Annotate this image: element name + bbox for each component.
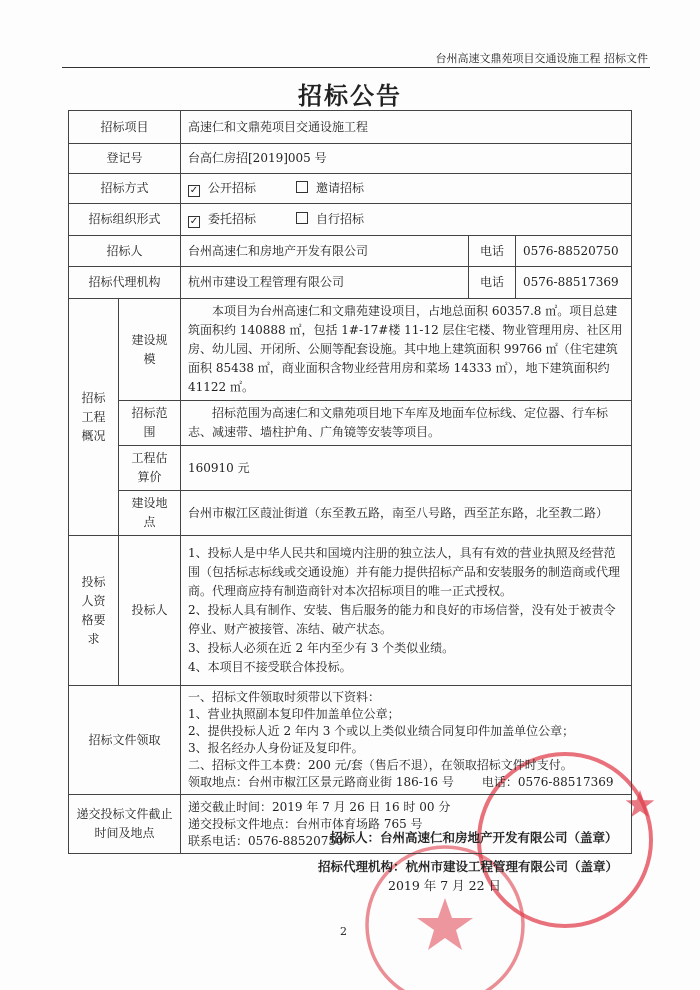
label: 投标人资格要求 <box>69 536 119 686</box>
text-line: 一、招标文件领取时须带以下资料： <box>188 690 381 704</box>
qualification-item: 2、投标人具有制作、安装、售后服务的能力和良好的市场信誉，没有处于被责令停业、财产被接管、冻结、破产状态。 <box>188 603 616 636</box>
text-line: 递交截止时间：2019 年 7 月 26 日 16 时 00 分 <box>188 799 451 814</box>
header-rule <box>62 67 650 68</box>
phone-label: 电话 <box>469 267 516 299</box>
agent-signature: 招标代理机构：杭州市建设工程管理有限公司（盖章） <box>318 859 619 874</box>
label: 招标文件领取 <box>69 686 181 795</box>
option-label: 委托招标 <box>208 212 257 226</box>
qualification-list <box>181 536 632 686</box>
page-number: 2 <box>340 925 347 938</box>
registration-no: 台高仁房招[2019]005 号 <box>181 144 632 174</box>
text-line: 联系电话：0576-88520750 <box>188 833 344 848</box>
option-label: 公开招标 <box>208 181 257 195</box>
org-options <box>181 204 632 236</box>
tenderer-signature: 招标人：台州高速仁和房地产开发有限公司（盖章） <box>330 830 618 845</box>
construction-site: 台州市椒江区葭沚街道（东至教五路，南至八号路，西至芷东路，北至教二路） <box>181 491 632 536</box>
checkbox-unchecked <box>296 212 308 224</box>
checkbox-checked: ✓ <box>189 216 199 227</box>
text-line: 2、提供投标人近 2 年内 3 个或以上类似业绩合同复印件加盖单位公章； <box>188 724 575 738</box>
agent-phone: 0576-88517369 <box>516 267 632 299</box>
option-label: 邀请招标 <box>316 181 365 195</box>
signature-date: 2019 年 7 月 22 日 <box>388 878 502 893</box>
text-line: 3、报名经办人身份证及复印件。 <box>188 741 364 755</box>
qualification-item: 3、投标人必须在近 2 年内至少有 3 个类似业绩。 <box>188 641 455 655</box>
method-options <box>181 174 632 204</box>
tender-scope: 招标范围为高速仁和文鼎苑项目地下车库及地面车位标线、定位器、行车标志、减速带、墙柱护角、广角镜等安装等项目。 <box>181 401 632 446</box>
text-line: 二、招标文件工本费：200 元/套（售后不退），在领取招标文件时支付。 <box>188 758 573 772</box>
option-label: 自行招标 <box>316 212 365 226</box>
construction-scale: 本项目为台州高速仁和文鼎苑建设项目，占地总面积 60357.8 ㎡。项目总建筑面积约 140888 ㎡，包括 1#-17#楼 11-12 层住宅楼、物业管理用房、社区用房、幼儿园、开闭所、公厕等配套设施。其中地上建筑面积 99766 ㎡（住宅建筑面积 85438 ㎡，商业面积含物业经营用房和菜场 14333 ㎡），地下建筑面积约 41122 ㎡。 <box>181 299 632 401</box>
pickup-address: 领取地点：台州市椒江区景元路商业街 186-16 号 <box>188 775 454 789</box>
label: 招标范围 <box>119 401 181 446</box>
text-line: 递交投标文件地点：台州市体育场路 765 号 <box>188 816 423 831</box>
label: 工程估算价 <box>119 446 181 491</box>
label: 招标工程概况 <box>69 299 119 536</box>
label: 招标人 <box>69 236 181 267</box>
page-title: 招标公告 <box>298 82 402 110</box>
label: 递交投标文件截止时间及地点 <box>69 795 181 854</box>
label: 招标方式 <box>69 174 181 204</box>
label: 建设规模 <box>119 299 181 401</box>
running-header: 台州高速文鼎苑项目交通设施工程 招标文件 <box>435 52 648 65</box>
seal-star-icon <box>417 898 473 950</box>
qualification-item: 1、投标人是中华人民共和国境内注册的独立法人，具有有效的营业执照及经营范围（包括标志标线或交通设施）并有能力提供招标产品和安装服务的制造商或代理商。代理商应持有制造商针对本次招标项目的唯一正式授权。 <box>188 546 621 598</box>
phone-label: 电话 <box>469 236 516 267</box>
label: 招标组织形式 <box>69 204 181 236</box>
label: 登记号 <box>69 144 181 174</box>
project-name: 高速仁和文鼎苑项目交通设施工程 <box>181 111 632 144</box>
tenderer-name: 台州高速仁和房地产开发有限公司 <box>181 236 469 267</box>
checkbox-unchecked <box>296 181 308 193</box>
notice-table <box>68 110 632 854</box>
text-line: 1、营业执照副本复印件加盖单位公章； <box>188 707 400 721</box>
label: 建设地点 <box>119 491 181 536</box>
label: 投标人 <box>119 536 181 686</box>
qualification-item: 4、本项目不接受联合体投标。 <box>188 660 352 674</box>
pickup-phone: 电话：0576-88517369 <box>481 775 614 789</box>
label: 招标代理机构 <box>69 267 181 299</box>
agent-name: 杭州市建设工程管理有限公司 <box>181 267 469 299</box>
checkbox-checked: ✓ <box>189 185 199 196</box>
label: 招标项目 <box>69 111 181 144</box>
document-pickup-info <box>181 686 632 795</box>
estimate-value: 160910 元 <box>181 446 632 491</box>
tenderer-phone: 0576-88520750 <box>516 236 632 267</box>
